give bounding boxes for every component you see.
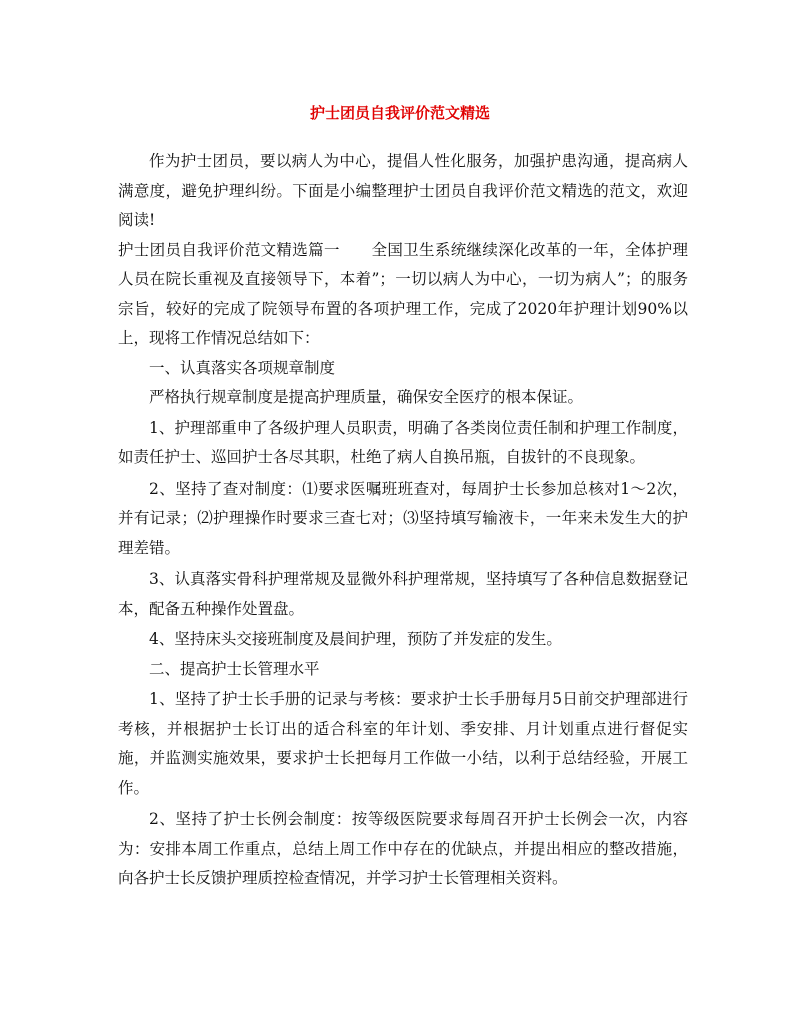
paragraph-item-3: 3、认真落实骨科护理常规及显微外科护理常规，坚持填写了各种信息数据登记本，配备五种操作处置盘。 bbox=[118, 570, 688, 618]
document-body bbox=[118, 147, 688, 894]
paragraph-rules: 严格执行规章制度是提高护理质量，确保安全医疗的根本保证。 bbox=[149, 388, 584, 406]
paragraph-item-1: 1、护理部重申了各级护理人员职责，明确了各类岗位责任制和护理工作制度，如责任护士、巡回护士各尽其职，杜绝了病人自换吊瓶，自拔针的不良现象。 bbox=[118, 418, 688, 466]
section-paragraph-1: 护士团员自我评价范文精选篇一 全国卫生系统继续深化改革的一年，全体护理人员在院长重视及直接领导下，本着”；一切以病人为中心，一切为病人”；的服务宗旨，较好的完成了院领导布置的各项护理工作，完成了2020年护理计划90%以上，现将工作情况总结如下： bbox=[118, 240, 688, 347]
paragraph-manager-1: 1、坚持了护士长手册的记录与考核：要求护士长手册每月5日前交护理部进行考核，并根据护士长订出的适合科室的年计划、季安排、月计划重点进行督促实施，并监测实施效果，要求护士长把每月工作做一小结，以利于总结经验，开展工作。 bbox=[118, 690, 688, 797]
heading-1: 一、认真落实各项规章制度 bbox=[149, 358, 336, 377]
intro-paragraph: 作为护士团员，要以病人为中心，提倡人性化服务，加强护患沟通，提高病人满意度，避免护理纠纷。下面是小编整理护士团员自我评价范文精选的范文，欢迎阅读! bbox=[118, 152, 688, 229]
paragraph-manager-2: 2、坚持了护士长例会制度：按等级医院要求每周召开护士长例会一次，内容为：安排本周工作重点，总结上周工作中存在的优缺点，并提出相应的整改措施，向各护士长反馈护理质控检查情况，并学习护士长管理相关资料。 bbox=[118, 810, 688, 887]
paragraph-item-2: 2、坚持了查对制度：⑴要求医嘱班班查对，每周护士长参加总核对1～2次，并有记录；⑵护理操作时要求三查七对；⑶坚持填写输液卡，一年来未发生大的护理差错。 bbox=[118, 479, 688, 557]
paragraph-item-4: 4、坚持床头交接班制度及晨间护理，预防了并发症的发生。 bbox=[149, 630, 562, 648]
document-title: 护士团员自我评价范文精选 bbox=[309, 104, 490, 122]
heading-2: 二、提高护士长管理水平 bbox=[149, 659, 320, 678]
